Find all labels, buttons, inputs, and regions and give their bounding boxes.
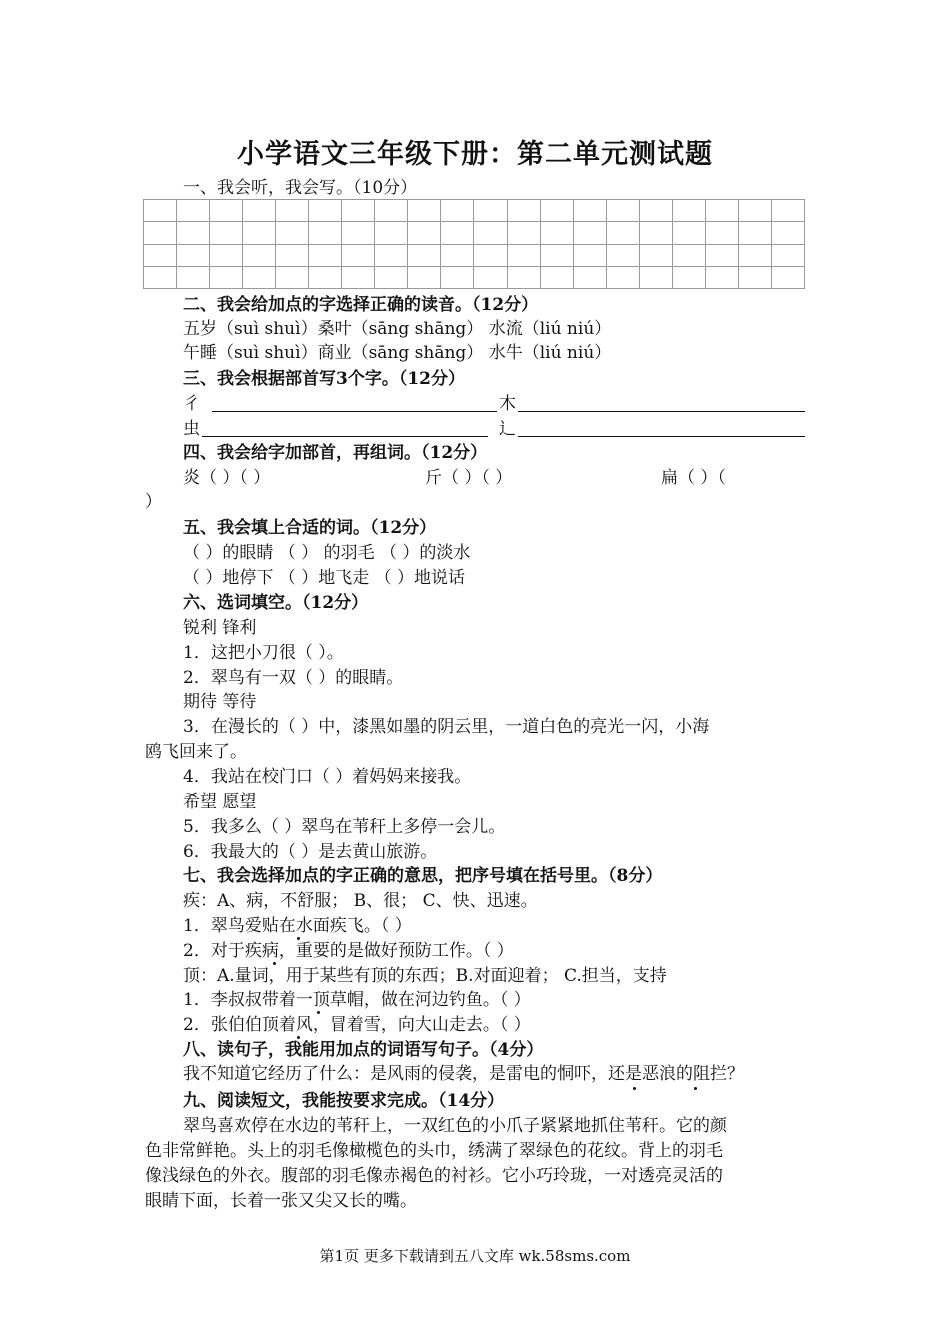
grid-cell[interactable]: [408, 200, 441, 222]
question-7-3: 1．李叔叔带着一顶草帽，做在河边钓鱼。（ ）: [183, 990, 531, 1010]
question-6-2: 2．翠鸟有一双（ ）的眼睛。: [183, 668, 404, 688]
grid-cell[interactable]: [474, 266, 507, 288]
grid-cell[interactable]: [705, 244, 738, 266]
passage-line-2: 色非常鲜艳。头上的羽毛像橄榄色的头巾，绣满了翠绿色的花纹。背上的羽毛: [145, 1141, 723, 1161]
grid-cell[interactable]: [342, 266, 375, 288]
grid-cell[interactable]: [639, 266, 672, 288]
sentence-8: 我不知道它经历了什么：是风雨的侵袭，是雷电的恫吓，还是恶浪的阻拦？: [183, 1064, 744, 1084]
grid-cell[interactable]: [771, 222, 804, 244]
radical-1: 彳: [183, 394, 200, 414]
section-1-heading: 一、我会听，我会写。（10分）: [183, 178, 418, 198]
grid-cell[interactable]: [606, 266, 639, 288]
radical-item-1: 炎（ ）（ ）: [183, 468, 271, 488]
grid-cell[interactable]: [672, 266, 705, 288]
radical-4: 辶: [499, 419, 516, 439]
grid-cell[interactable]: [441, 200, 474, 222]
grid-cell[interactable]: [606, 222, 639, 244]
grid-cell[interactable]: [342, 222, 375, 244]
section-4-heading: 四、我会给字加部首，再组词。（12分）: [183, 443, 488, 463]
grid-cell[interactable]: [177, 266, 210, 288]
section-7-heading: 七、我会选择加点的字正确的意思，把序号填在括号里。（8分）: [183, 866, 663, 886]
pinyin-row-1: 五岁（suì shuì）桑叶（sāng shāng） 水流（liú niú）: [183, 319, 612, 339]
grid-cell[interactable]: [738, 266, 771, 288]
grid-cell[interactable]: [210, 266, 243, 288]
grid-cell[interactable]: [573, 200, 606, 222]
grid-cell[interactable]: [144, 266, 177, 288]
grid-cell[interactable]: [705, 222, 738, 244]
grid-cell[interactable]: [408, 244, 441, 266]
grid-cell[interactable]: [507, 244, 540, 266]
grid-cell[interactable]: [177, 244, 210, 266]
grid-cell[interactable]: [309, 244, 342, 266]
grid-cell[interactable]: [408, 266, 441, 288]
emphasis-dot: [633, 1087, 636, 1090]
passage-line-1: 翠鸟喜欢停在水边的苇秆上，一双红色的小爪子紧紧地抓住苇秆。它的颜: [183, 1116, 727, 1136]
grid-row: [144, 266, 805, 288]
grid-cell[interactable]: [144, 222, 177, 244]
answer-line-3[interactable]: [202, 436, 488, 437]
grid-cell[interactable]: [177, 200, 210, 222]
word-choice-1: 锐利 锋利: [183, 618, 257, 638]
grid-cell[interactable]: [375, 200, 408, 222]
radical-2: 木: [499, 394, 516, 414]
grid-cell[interactable]: [342, 244, 375, 266]
writing-grid[interactable]: [143, 199, 805, 289]
answer-line-2[interactable]: [518, 411, 805, 412]
grid-cell[interactable]: [144, 200, 177, 222]
grid-cell[interactable]: [375, 222, 408, 244]
question-7-4: 2．张伯伯顶着风，冒着雪，向大山走去。（ ）: [183, 1015, 531, 1035]
section-6-heading: 六、选词填空。（12分）: [183, 593, 369, 613]
grid-cell[interactable]: [507, 266, 540, 288]
grid-cell[interactable]: [771, 200, 804, 222]
grid-cell[interactable]: [738, 222, 771, 244]
radical-item-3: 扁（ ）（: [661, 468, 726, 488]
grid-cell[interactable]: [540, 200, 573, 222]
grid-cell[interactable]: [738, 200, 771, 222]
grid-cell[interactable]: [309, 222, 342, 244]
passage-line-3: 像浅绿色的外衣。腹部的羽毛像赤褐色的衬衫。它小巧玲珑，一对透亮灵活的: [145, 1166, 723, 1186]
grid-cell[interactable]: [276, 266, 309, 288]
question-6-1: 1．这把小刀很（ ）。: [183, 643, 344, 663]
grid-cell[interactable]: [672, 222, 705, 244]
grid-cell[interactable]: [474, 200, 507, 222]
grid-cell[interactable]: [606, 200, 639, 222]
grid-cell[interactable]: [276, 222, 309, 244]
grid-cell[interactable]: [441, 244, 474, 266]
grid-cell[interactable]: [507, 200, 540, 222]
radical-item-2: 斤（ ）（ ）: [425, 468, 513, 488]
grid-cell[interactable]: [243, 266, 276, 288]
emphasis-dot: [694, 1087, 697, 1090]
grid-row: [144, 244, 805, 266]
question-6-5: 5．我多么（ ）翠鸟在苇秆上多停一会儿。: [183, 817, 506, 837]
passage-line-4: 眼睛下面，长着一张又尖又长的嘴。: [145, 1191, 417, 1211]
grid-cell[interactable]: [243, 244, 276, 266]
grid-cell[interactable]: [210, 222, 243, 244]
question-6-4: 4．我站在校门口（ ）着妈妈来接我。: [183, 767, 472, 787]
grid-cell[interactable]: [705, 200, 738, 222]
grid-cell[interactable]: [507, 222, 540, 244]
grid-cell[interactable]: [573, 266, 606, 288]
grid-cell[interactable]: [276, 200, 309, 222]
answer-line-1[interactable]: [212, 411, 497, 412]
grid-cell[interactable]: [540, 266, 573, 288]
grid-cell[interactable]: [309, 266, 342, 288]
section-9-heading: 九、阅读短文，我能按要求完成。（14分）: [183, 1091, 505, 1111]
grid-cell[interactable]: [573, 244, 606, 266]
grid-cell[interactable]: [276, 244, 309, 266]
section-8-heading: 八、读句子，我能用加点的词语写句子。（4分）: [183, 1040, 544, 1060]
grid-cell[interactable]: [540, 222, 573, 244]
word-choice-2: 期待 等待: [183, 692, 257, 712]
question-6-3: 3．在漫长的（ ）中，漆黑如墨的阴云里，一道白色的亮光一闪，小海: [183, 717, 710, 737]
grid-cell[interactable]: [639, 200, 672, 222]
grid-cell[interactable]: [540, 244, 573, 266]
question-6-6: 6．我最大的（ ）是去黄山旅游。: [183, 842, 438, 862]
grid-cell[interactable]: [771, 266, 804, 288]
grid-cell[interactable]: [474, 244, 507, 266]
page-title: 小学语文三年级下册：第二单元测试题: [237, 139, 713, 170]
grid-cell[interactable]: [606, 244, 639, 266]
grid-cell[interactable]: [738, 244, 771, 266]
question-7-1: 1．翠鸟爱贴在水面疾飞。（ ）: [183, 916, 412, 936]
radical-item-3-end: ）: [145, 492, 162, 512]
grid-cell[interactable]: [243, 200, 276, 222]
grid-cell[interactable]: [243, 222, 276, 244]
radical-3: 虫: [183, 419, 200, 439]
page-footer: 第1页 更多下载请到五八文库 wk.58sms.com: [319, 1247, 631, 1265]
section-5-heading: 五、我会填上合适的词。（12分）: [183, 518, 437, 538]
grid-cell[interactable]: [474, 222, 507, 244]
answer-line-4[interactable]: [518, 436, 805, 437]
grid-cell[interactable]: [375, 244, 408, 266]
fill-words-row-1: （ ）的眼睛 （ ） 的羽毛 （ ）的淡水: [183, 543, 471, 563]
grid-cell[interactable]: [210, 244, 243, 266]
grid-cell[interactable]: [771, 244, 804, 266]
grid-cell[interactable]: [342, 200, 375, 222]
grid-cell[interactable]: [672, 200, 705, 222]
grid-cell[interactable]: [705, 266, 738, 288]
grid-cell[interactable]: [441, 266, 474, 288]
definition-ding: 顶：A.量词，用于某些有顶的东西；B.对面迎着； C.担当，支持: [183, 966, 667, 986]
grid-cell[interactable]: [375, 266, 408, 288]
grid-cell[interactable]: [639, 222, 672, 244]
question-7-2: 2．对于疾病，重要的是做好预防工作。（ ）: [183, 941, 514, 961]
grid-cell[interactable]: [408, 222, 441, 244]
grid-row: [144, 200, 805, 222]
pinyin-row-2: 午睡（suì shuì）商业（sāng shāng） 水牛（liú niú）: [183, 343, 612, 363]
grid-cell[interactable]: [144, 244, 177, 266]
grid-cell[interactable]: [573, 222, 606, 244]
grid-cell[interactable]: [210, 200, 243, 222]
grid-cell[interactable]: [441, 222, 474, 244]
grid-row: [144, 222, 805, 244]
word-choice-3: 希望 愿望: [183, 792, 257, 812]
grid-cell[interactable]: [309, 200, 342, 222]
definition-ji: 疾：A、病，不舒服； B、很； C、快、迅速。: [183, 891, 538, 911]
question-6-3-cont: 鸥飞回来了。: [145, 742, 247, 762]
section-3-heading: 三、我会根据部首写3个字。（12分）: [183, 369, 465, 389]
grid-cell[interactable]: [672, 244, 705, 266]
fill-words-row-2: （ ）地停下 （ ）地飞走 （ ）地说话: [183, 568, 466, 588]
grid-cell[interactable]: [639, 244, 672, 266]
section-2-heading: 二、我会给加点的字选择正确的读音。（12分）: [183, 295, 539, 315]
grid-cell[interactable]: [177, 222, 210, 244]
